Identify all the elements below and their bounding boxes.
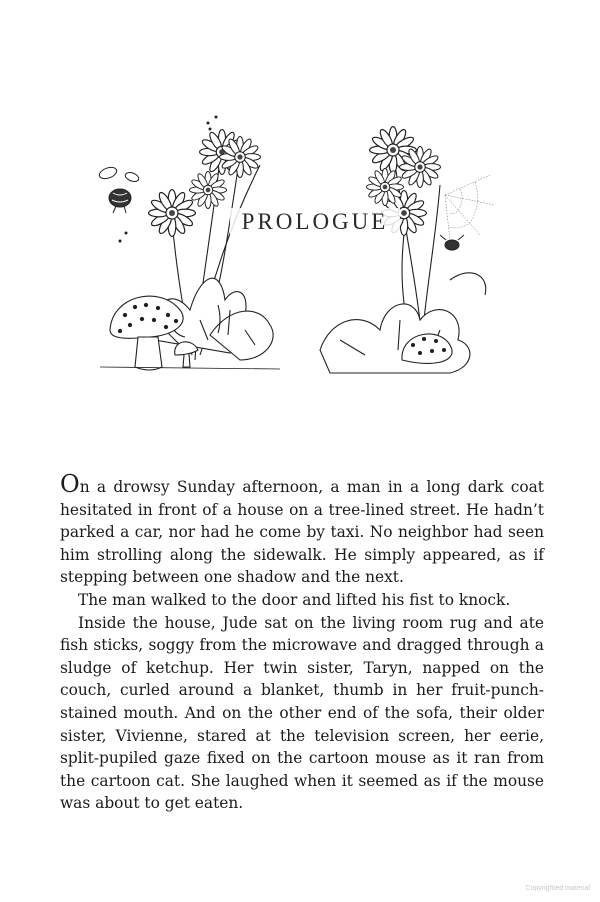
spider-web-icon [445,175,495,240]
drop-cap: O [60,470,80,498]
chapter-title: PROLOGUE [230,208,400,236]
small-bee-icon [440,235,464,250]
copyright-watermark: Copyrighted material [525,885,590,892]
body-text [60,470,544,815]
paragraph-2: The man walked to the door and lifted his fist to knock. [78,590,511,609]
right-daisy-plant [320,127,486,373]
paragraph-1-text: n a drowsy Sunday afternoon, a man in a long dark coat hesitated in front of a house on a tree-lined street. He hadn’t parked a car, nor had he come by taxi. No neighbor had seen him strolling along the sidewalk. He simply appeared, as if stepping between one shadow and the next. [60,478,544,587]
prologue-illustration [80,105,500,390]
paragraph-3: Inside the house, Jude sat on the living room rug and ate fish sticks, soggy from the microwave and dragged through a sludge of ketchup. Her twin sister, Taryn, napped on the couch, curled around a blanket, thumb in her fruit-punch-stained mouth. And on the other end of the sofa, their older sister, Vivienne, stared at the television screen, her eerie, split-pupiled gaze fixed on the cartoon mouse as it ran from the cartoon cat. She laughed when it seemed as if the mouse was about to get eaten. [60,613,544,813]
paragraph-1 [60,470,544,589]
